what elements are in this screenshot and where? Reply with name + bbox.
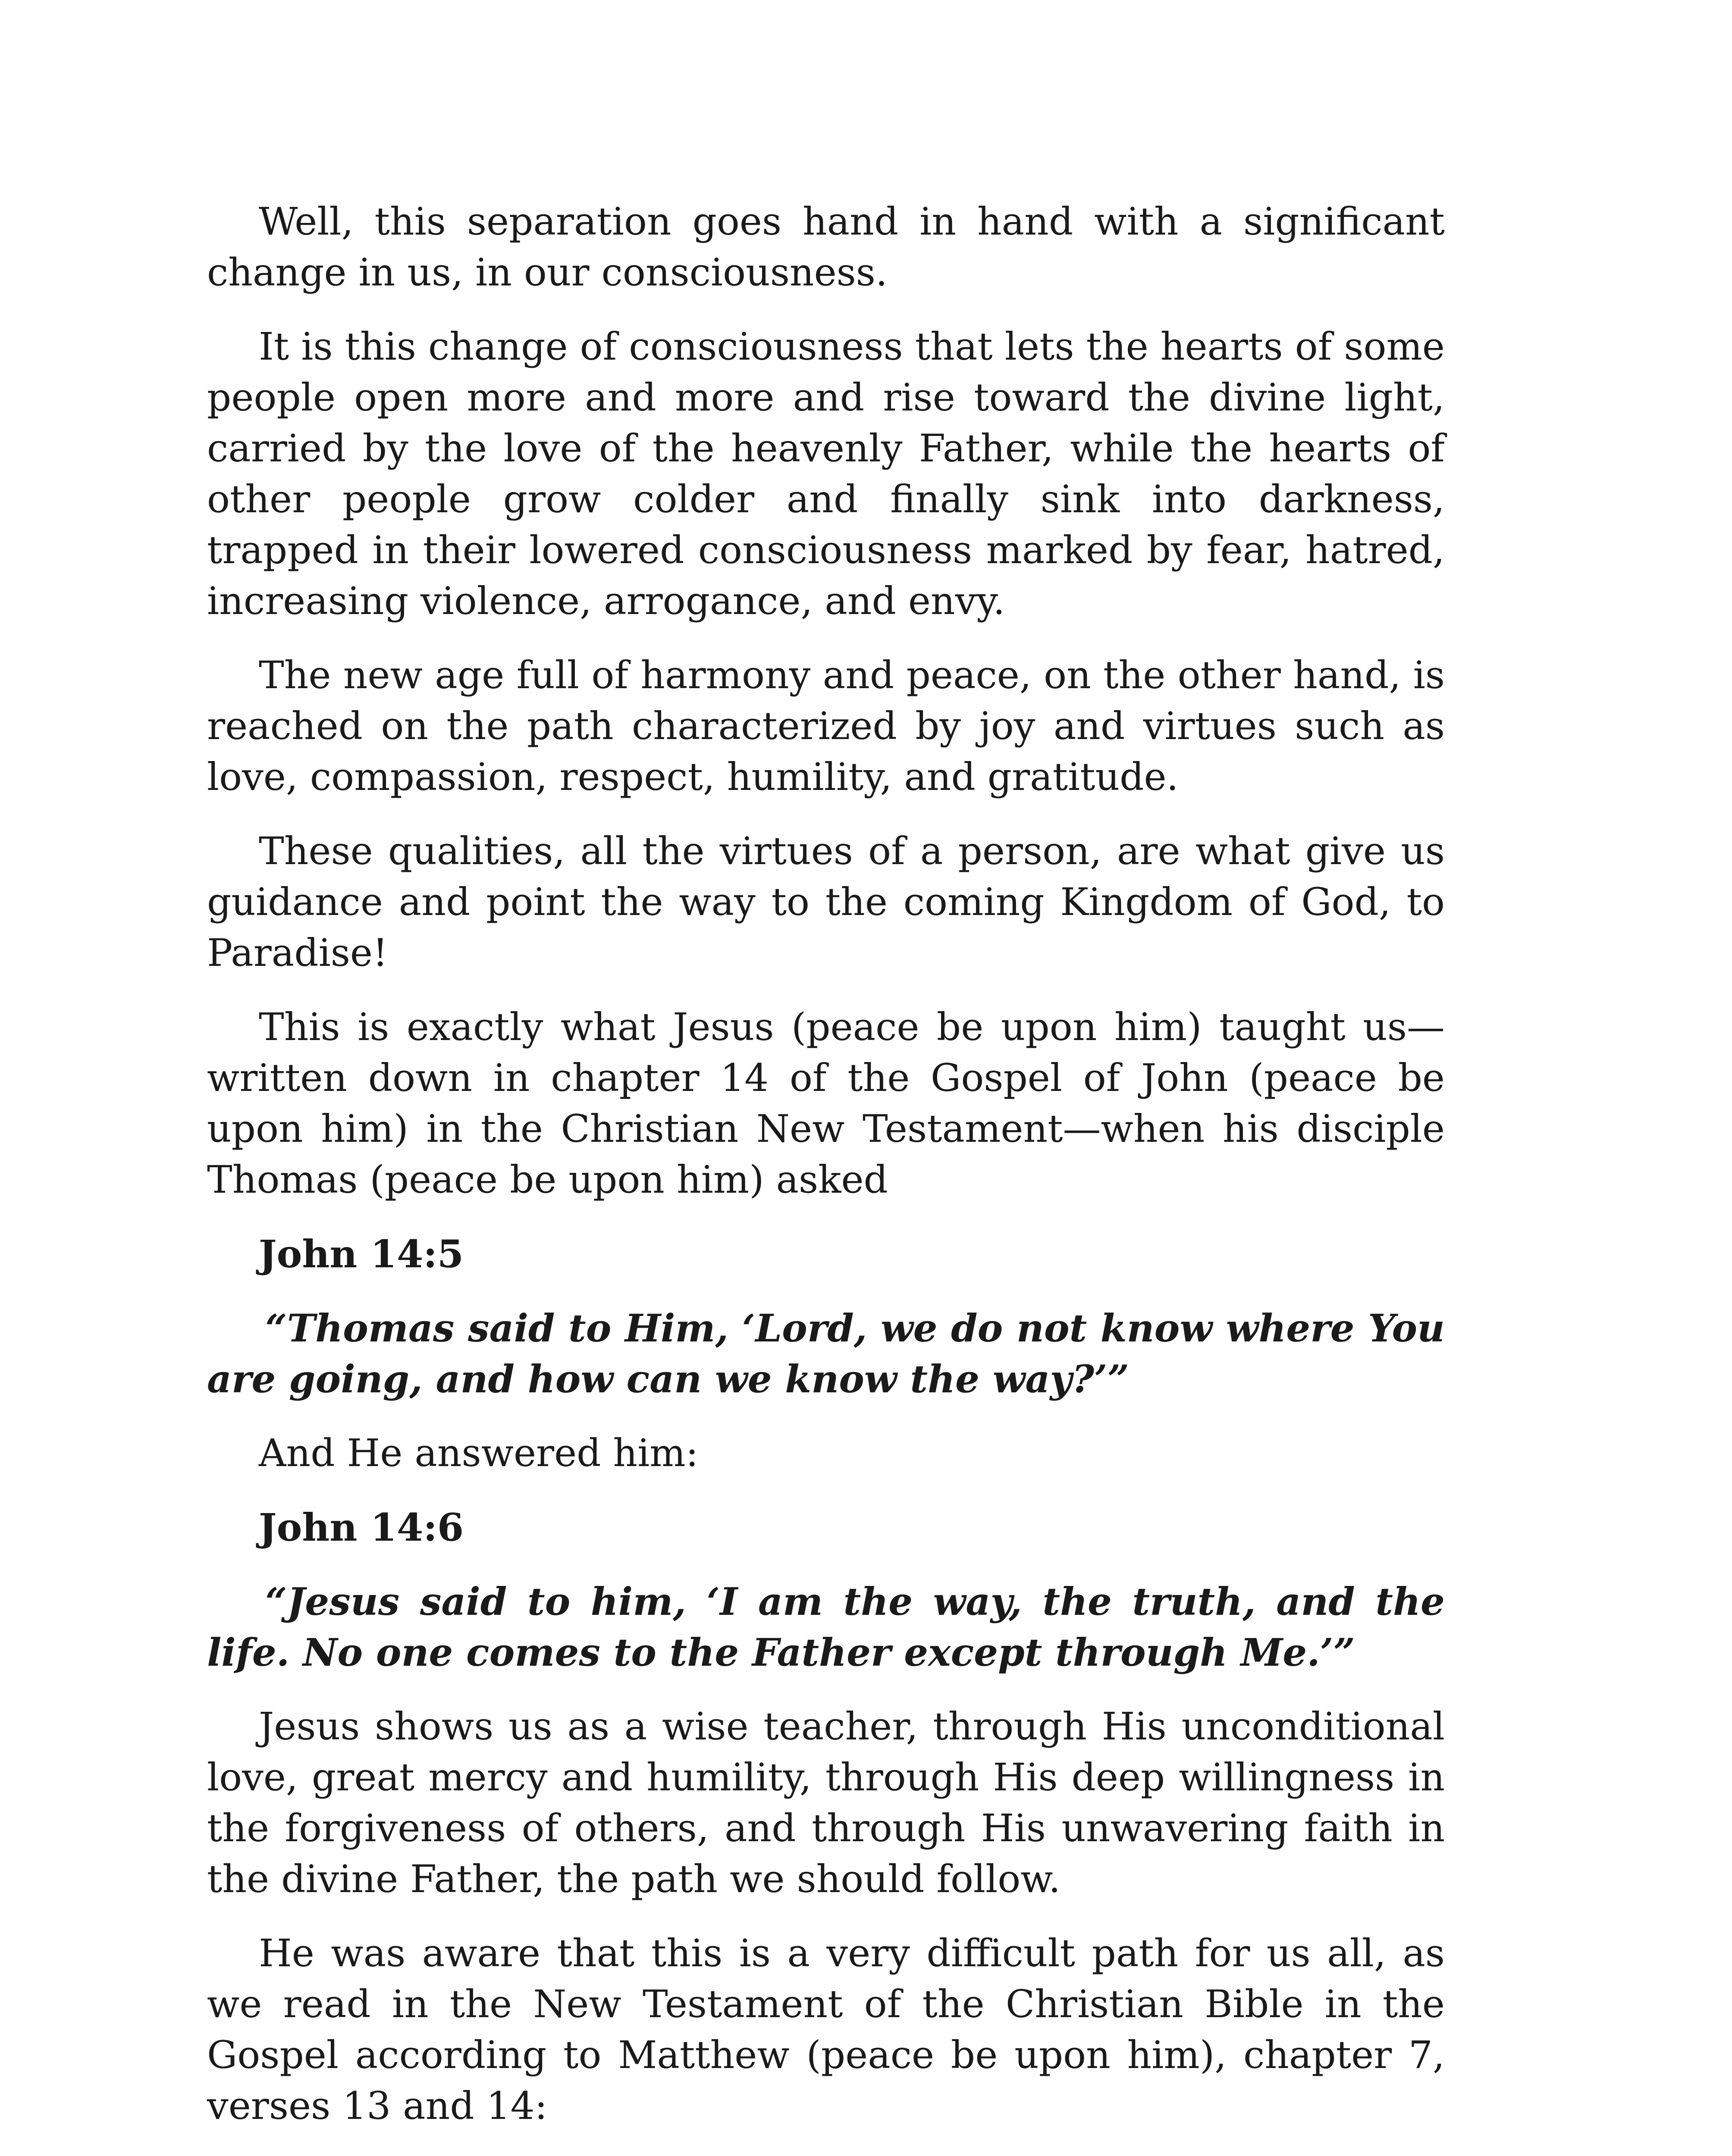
paragraph: The new age full of harmony and peace, on the other hand, is reached on the path characterized by joy and virtues such as love, compassion, respect, humility, and gratitude. bbox=[207, 653, 1445, 799]
scripture-quote: “Jesus said to him, ‘I am the way, the truth, and the life. No one comes to the Father except through Me.’” bbox=[207, 1579, 1445, 1675]
paragraph: And He answered him: bbox=[259, 1431, 699, 1475]
paragraph: Well, this separation goes hand in hand with a significant change in us, in our consciousness. bbox=[207, 199, 1445, 295]
scripture-reference: John 14:5 bbox=[259, 1232, 464, 1276]
paragraph: This is exactly what Jesus (peace be upon him) taught us—written down in chapter 14 of the Gospel of John (peace be upon him) in the Christian New Testament—when his disciple Thomas (peace be upon him) asked bbox=[207, 1005, 1445, 1202]
paragraph: Jesus shows us as a wise teacher, through His unconditional love, great mercy and humility, through His deep willingness in the forgiveness of others, and through His unwavering faith in the divine Father, the path we should follow. bbox=[207, 1704, 1445, 1901]
paragraph: It is this change of consciousness that lets the hearts of some people open more and more and rise toward the divine light, carried by the love of the heavenly Father, while the hearts of other people grow colder and finally sink into darkness, trapped in their lowered consciousness marked by fear, hatred, increasing violence, arrogance, and envy. bbox=[207, 324, 1445, 623]
scripture-reference: John 14:6 bbox=[259, 1505, 464, 1550]
page-body bbox=[207, 196, 1445, 2156]
paragraph: These qualities, all the virtues of a person, are what give us guidance and point the way to the coming Kingdom of God, to Paradise! bbox=[207, 829, 1445, 975]
paragraph: He was aware that this is a very difficult path for us all, as we read in the New Testament of the Christian Bible in the Gospel according to Matthew (peace be upon him), chapter 7, verses 13 and 14: bbox=[207, 1931, 1445, 2128]
scripture-quote: “Thomas said to Him, ‘Lord, we do not know where You are going, and how can we know the way?’” bbox=[207, 1306, 1445, 1401]
